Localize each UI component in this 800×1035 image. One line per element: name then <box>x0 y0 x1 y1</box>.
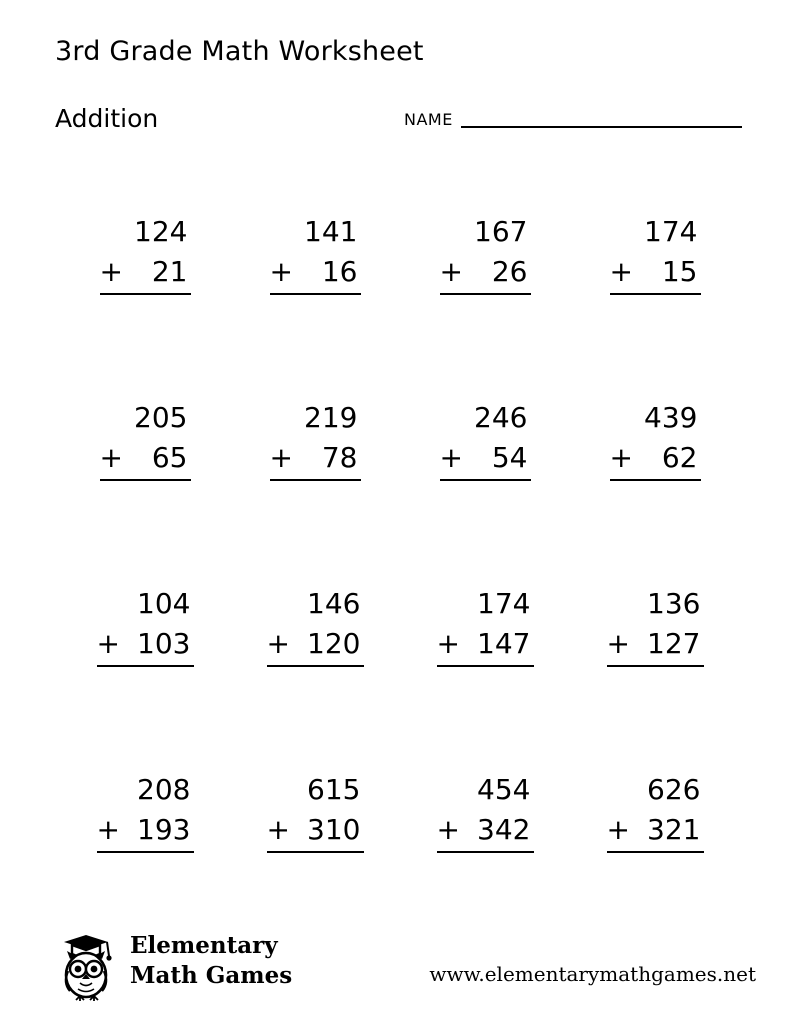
addend-top: 219 <box>304 401 358 434</box>
addend-bottom: 120 <box>307 627 361 660</box>
problem-cell <box>570 212 740 398</box>
addition-problem <box>610 398 701 584</box>
problem-cell <box>570 770 740 956</box>
addend-bottom-row <box>270 438 361 481</box>
addend-bottom-row <box>440 252 531 295</box>
addition-problem <box>607 584 704 770</box>
addend-bottom: 193 <box>137 813 191 846</box>
owl-graduate-icon <box>50 927 124 1001</box>
operator-plus: + <box>269 441 293 474</box>
addend-top: 626 <box>647 773 701 806</box>
problem-cell <box>230 398 400 584</box>
addend-bottom-row <box>97 810 194 853</box>
problem-cell <box>400 770 570 956</box>
addend-top: 174 <box>477 587 531 620</box>
problem-grid <box>60 212 740 956</box>
problem-cell <box>230 212 400 398</box>
addend-top: 146 <box>307 587 361 620</box>
addend-bottom: 26 <box>491 255 528 288</box>
name-label: NAME <box>404 110 453 129</box>
addition-problem <box>437 770 534 956</box>
addend-bottom-row <box>97 624 194 667</box>
operator-plus: + <box>606 813 630 846</box>
addend-bottom: 310 <box>307 813 361 846</box>
addition-problem <box>440 212 531 398</box>
problem-cell <box>570 398 740 584</box>
addend-bottom: 103 <box>137 627 191 660</box>
problem-row <box>60 398 740 584</box>
addend-bottom-row <box>270 252 361 295</box>
problem-cell <box>230 584 400 770</box>
operator-plus: + <box>439 255 463 288</box>
addend-top: 454 <box>477 773 531 806</box>
problem-cell <box>60 584 230 770</box>
subject-title: Addition <box>55 104 159 133</box>
operator-plus: + <box>609 441 633 474</box>
problem-cell <box>400 584 570 770</box>
addend-bottom-row <box>100 252 191 295</box>
operator-plus: + <box>609 255 633 288</box>
problem-cell <box>60 212 230 398</box>
addend-top: 104 <box>137 587 191 620</box>
addition-problem <box>607 770 704 956</box>
addend-bottom: 321 <box>647 813 701 846</box>
addend-top: 136 <box>647 587 701 620</box>
addend-bottom: 15 <box>661 255 698 288</box>
operator-plus: + <box>96 813 120 846</box>
addend-bottom: 65 <box>151 441 188 474</box>
operator-plus: + <box>99 441 123 474</box>
operator-plus: + <box>269 255 293 288</box>
addend-top: 141 <box>304 215 358 248</box>
addend-bottom: 21 <box>151 255 188 288</box>
addend-bottom-row <box>610 438 701 481</box>
problem-row <box>60 584 740 770</box>
operator-plus: + <box>266 813 290 846</box>
addend-bottom-row <box>100 438 191 481</box>
addend-top: 208 <box>137 773 191 806</box>
addend-bottom-row <box>607 624 704 667</box>
operator-plus: + <box>606 627 630 660</box>
addend-top: 439 <box>644 401 698 434</box>
addend-bottom-row <box>610 252 701 295</box>
addend-top: 615 <box>307 773 361 806</box>
operator-plus: + <box>96 627 120 660</box>
addend-bottom-row <box>437 810 534 853</box>
problem-row <box>60 212 740 398</box>
logo-line-1: Elementary <box>130 932 278 959</box>
operator-plus: + <box>99 255 123 288</box>
addend-bottom: 127 <box>647 627 701 660</box>
addend-bottom: 147 <box>477 627 531 660</box>
logo-text <box>130 931 292 991</box>
addition-problem <box>97 584 194 770</box>
addition-problem <box>100 398 191 584</box>
site-url[interactable]: www.elementarymathgames.net <box>429 962 756 986</box>
operator-plus: + <box>439 441 463 474</box>
addend-bottom: 342 <box>477 813 531 846</box>
addend-top: 246 <box>474 401 528 434</box>
problem-cell <box>570 584 740 770</box>
addition-problem <box>440 398 531 584</box>
addend-bottom-row <box>440 438 531 481</box>
addend-top: 174 <box>644 215 698 248</box>
addend-bottom: 54 <box>491 441 528 474</box>
name-input-line[interactable] <box>461 126 742 128</box>
logo-line-2: Math Games <box>130 962 293 989</box>
page-title: 3rd Grade Math Worksheet <box>55 36 424 67</box>
addend-bottom: 78 <box>321 441 358 474</box>
addend-top: 167 <box>474 215 528 248</box>
addend-bottom: 16 <box>321 255 358 288</box>
addition-problem <box>270 398 361 584</box>
operator-plus: + <box>436 813 460 846</box>
addend-top: 124 <box>134 215 188 248</box>
addend-bottom-row <box>267 624 364 667</box>
operator-plus: + <box>436 627 460 660</box>
problem-cell <box>400 398 570 584</box>
name-field-area <box>404 112 742 130</box>
addition-problem <box>100 212 191 398</box>
site-logo[interactable] <box>42 925 322 1005</box>
addition-problem <box>270 212 361 398</box>
addition-problem <box>610 212 701 398</box>
problem-cell <box>400 212 570 398</box>
addend-bottom-row <box>607 810 704 853</box>
addend-bottom-row <box>267 810 364 853</box>
operator-plus: + <box>266 627 290 660</box>
addition-problem <box>267 584 364 770</box>
addend-bottom: 62 <box>661 441 698 474</box>
addend-bottom-row <box>437 624 534 667</box>
addend-top: 205 <box>134 401 188 434</box>
problem-cell <box>60 398 230 584</box>
addition-problem <box>437 584 534 770</box>
